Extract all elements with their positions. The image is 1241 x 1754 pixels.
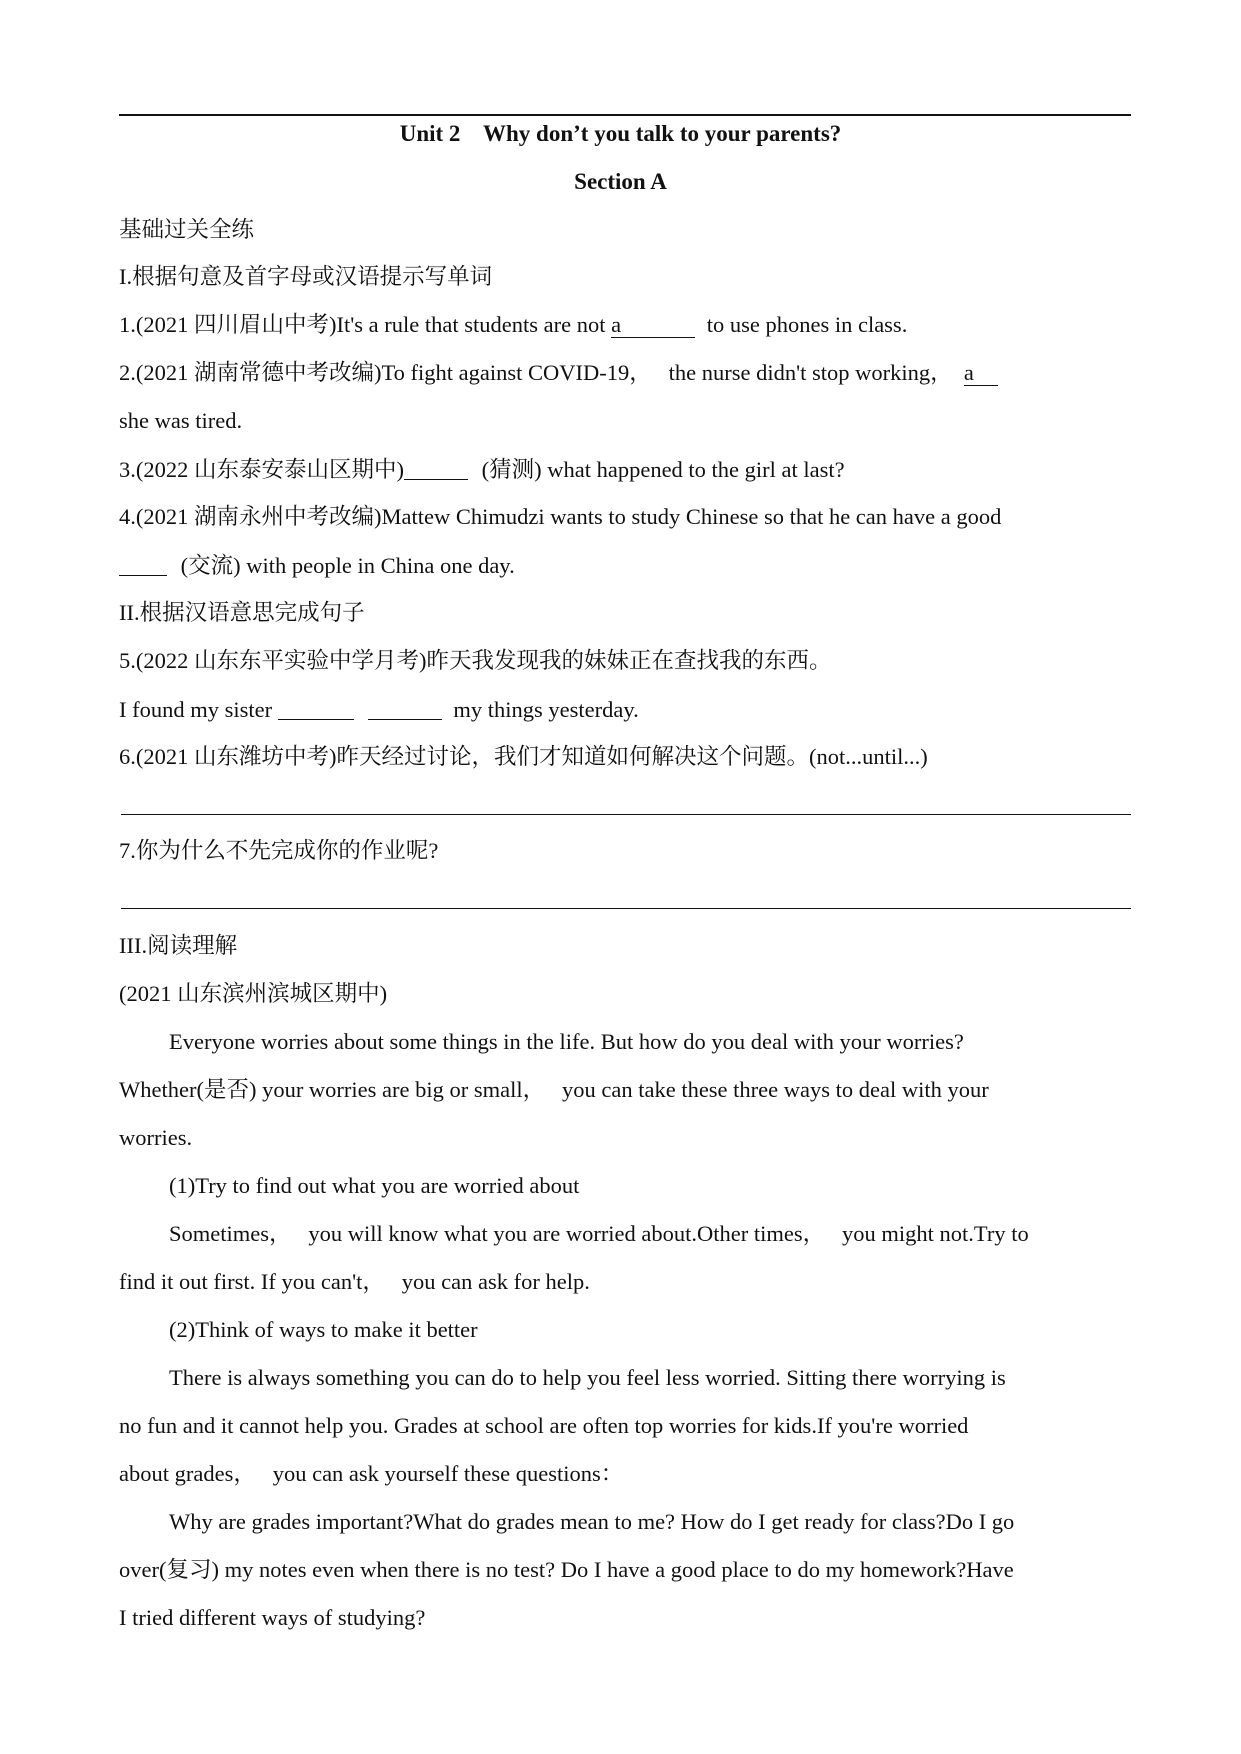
passage-subheading-2: (2)Think of ways to make it better: [169, 1317, 478, 1342]
question-4-cont: [119, 550, 515, 581]
passage-line: Why are grades important?What do grades mean to me? How do I get ready for class?Do I go: [169, 1509, 1015, 1534]
q2-continuation: she was tired.: [119, 408, 243, 433]
q2-answer-blank[interactable]: [964, 361, 998, 386]
passage-line: I tried different ways of studying?: [119, 1605, 426, 1630]
passage-line: Whether(是否) your worries are big or small， you can take these three ways to deal with your: [119, 1077, 989, 1102]
passage-line: over(复习) my notes even when there is no test? Do I have a good place to do my homework?Have: [119, 1557, 1014, 1582]
passage-line: no fun and it cannot help you. Grades at school are often top worries for kids.If you're worried: [119, 1413, 969, 1438]
q5-answer-blank-1[interactable]: [278, 697, 354, 720]
question-3: [119, 454, 845, 485]
passage-line: worries.: [119, 1125, 193, 1150]
q7-answer-line[interactable]: [121, 908, 1131, 909]
header-rule: [119, 114, 1131, 116]
part3-heading: III.阅读理解: [119, 933, 238, 958]
question-6-prompt: 6.(2021 山东潍坊中考)昨天经过讨论，我们才知道如何解决这个问题。(not...until...): [119, 744, 928, 769]
q6-answer-line[interactable]: [121, 814, 1131, 815]
section-title: Section A: [574, 169, 667, 194]
q3-suffix: (猜测) what happened to the girl at last?: [476, 457, 845, 482]
passage-source: (2021 山东滨州滨城区期中): [119, 981, 388, 1006]
q3-prefix: 3.(2022 山东泰安泰山区期中): [119, 457, 404, 482]
q1-prefix: 1.(2021 四川眉山中考)It's a rule that students are not: [119, 312, 612, 337]
q5-sentence-prefix: I found my sister: [119, 697, 278, 722]
question-5-sentence: [119, 694, 639, 725]
part2-heading: II.根据汉语意思完成句子: [119, 600, 365, 625]
q1-answer-blank[interactable]: [611, 313, 695, 338]
q1-hint-letter: a: [611, 312, 622, 337]
q1-suffix: to use phones in class.: [701, 312, 908, 337]
question-4: 4.(2021 湖南永州中考改编)Mattew Chimudzi wants to study Chinese so that he can have a good: [119, 504, 1002, 529]
part1-heading: I.根据句意及首字母或汉语提示写单词: [119, 264, 493, 289]
question-2: [119, 358, 998, 388]
q2-hint-letter: a: [963, 360, 974, 385]
q3-answer-blank[interactable]: [404, 457, 468, 480]
question-1: [119, 310, 907, 340]
passage-line: about grades， you can ask yourself these questions：: [119, 1461, 624, 1486]
question-7-prompt: 7.你为什么不先完成你的作业呢?: [119, 838, 439, 863]
q2-prefix: 2.(2021 湖南常德中考改编)To fight against COVID-19， the nurse didn't stop working，: [119, 360, 964, 385]
q4-answer-blank[interactable]: [119, 553, 167, 576]
passage-line: There is always something you can do to help you feel less worried. Sitting there worrying is: [169, 1365, 1006, 1390]
q5-answer-blank-2[interactable]: [368, 697, 442, 720]
passage-subheading-1: (1)Try to find out what you are worried about: [169, 1173, 580, 1198]
passage-line: Sometimes， you will know what you are worried about.Other times， you might not.Try to: [169, 1221, 1029, 1246]
unit-title: Unit 2 Why don’t you talk to your parents?: [399, 121, 842, 146]
exercise-heading: 基础过关全练: [119, 217, 255, 242]
question-5-prompt: 5.(2022 山东东平实验中学月考)昨天我发现我的妹妹正在查找我的东西。: [119, 648, 832, 673]
passage-line: find it out first. If you can't， you can ask for help.: [119, 1269, 590, 1294]
q5-sentence-suffix: my things yesterday.: [447, 697, 639, 722]
passage-line: Everyone worries about some things in the life. But how do you deal with your worries?: [169, 1029, 964, 1054]
q4-suffix: (交流) with people in China one day.: [175, 553, 515, 578]
